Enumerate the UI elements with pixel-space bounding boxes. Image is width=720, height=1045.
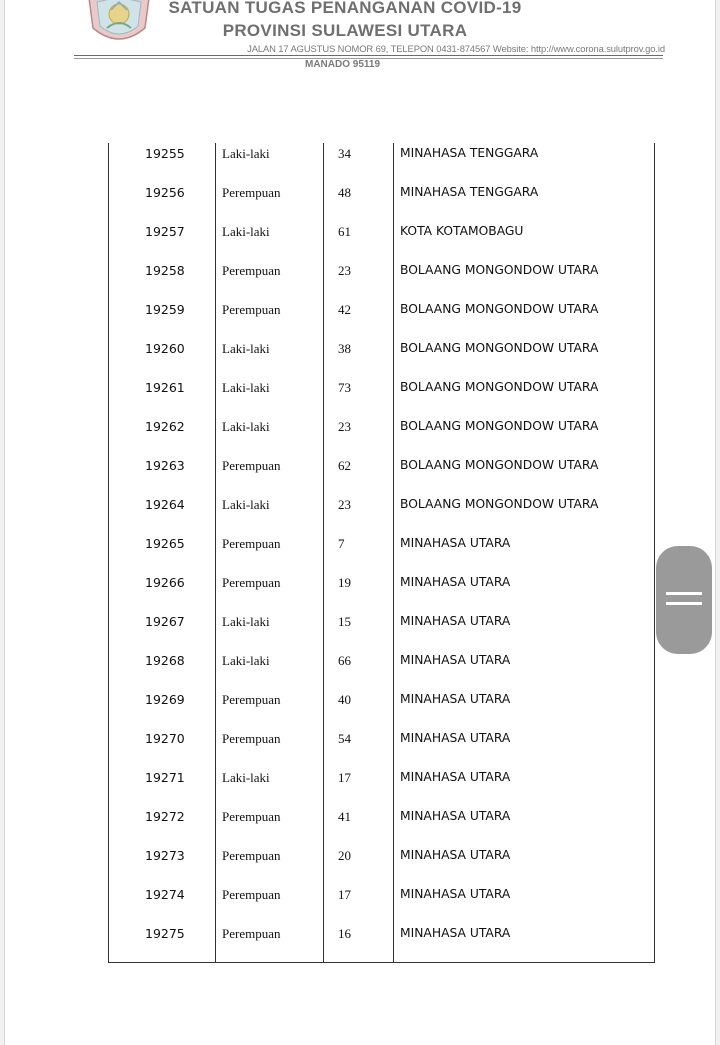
case-region: MINAHASA UTARA bbox=[400, 926, 511, 940]
agency-city: MANADO 95119 bbox=[305, 59, 381, 70]
case-region: KOTA KOTAMOBAGU bbox=[400, 224, 524, 238]
table-row bbox=[108, 299, 655, 338]
table-row bbox=[108, 728, 655, 767]
case-sex: Laki-laki bbox=[222, 614, 270, 629]
case-number: 19275 bbox=[145, 926, 185, 941]
table-row bbox=[108, 455, 655, 494]
drag-handle-icon bbox=[666, 592, 702, 595]
case-age: 41 bbox=[338, 809, 351, 824]
case-number: 19261 bbox=[145, 380, 185, 395]
case-age: 73 bbox=[338, 380, 351, 395]
case-sex: Perempuan bbox=[222, 692, 281, 707]
case-number: 19260 bbox=[145, 341, 185, 356]
case-region: MINAHASA UTARA bbox=[400, 887, 511, 901]
case-region: BOLAANG MONGONDOW UTARA bbox=[400, 341, 599, 355]
case-sex: Laki-laki bbox=[222, 419, 270, 434]
case-age: 7 bbox=[338, 536, 345, 551]
document-page bbox=[4, 0, 716, 1045]
province-title: PROVINSI SULAWESI UTARA bbox=[222, 21, 468, 40]
case-age: 23 bbox=[338, 419, 351, 434]
header-divider bbox=[74, 55, 663, 56]
table-row bbox=[108, 533, 655, 572]
case-region: BOLAANG MONGONDOW UTARA bbox=[400, 380, 599, 394]
case-sex: Perempuan bbox=[222, 809, 281, 824]
case-number: 19268 bbox=[145, 653, 185, 668]
table-row bbox=[108, 611, 655, 650]
case-sex: Perempuan bbox=[222, 458, 281, 473]
case-number: 19264 bbox=[145, 497, 185, 512]
case-region: MINAHASA UTARA bbox=[400, 653, 511, 667]
case-age: 62 bbox=[338, 458, 351, 473]
table-row bbox=[108, 182, 655, 221]
case-age: 15 bbox=[338, 614, 351, 629]
case-number: 19272 bbox=[145, 809, 185, 824]
table-row bbox=[108, 923, 655, 962]
case-region: BOLAANG MONGONDOW UTARA bbox=[400, 458, 599, 472]
case-age: 38 bbox=[338, 341, 351, 356]
case-sex: Perempuan bbox=[222, 302, 281, 317]
case-sex: Laki-laki bbox=[222, 224, 270, 239]
case-sex: Perempuan bbox=[222, 575, 281, 590]
case-number: 19267 bbox=[145, 614, 185, 629]
case-age: 34 bbox=[338, 146, 351, 161]
case-age: 17 bbox=[338, 770, 351, 785]
table-row bbox=[108, 221, 655, 260]
table-row bbox=[108, 143, 655, 182]
case-number: 19266 bbox=[145, 575, 185, 590]
case-sex: Laki-laki bbox=[222, 497, 270, 512]
case-sex: Perempuan bbox=[222, 536, 281, 551]
case-region: MINAHASA TENGGARA bbox=[400, 146, 539, 160]
case-age: 42 bbox=[338, 302, 351, 317]
table-row bbox=[108, 338, 655, 377]
case-number: 19270 bbox=[145, 731, 185, 746]
case-sex: Perempuan bbox=[222, 731, 281, 746]
table-row bbox=[108, 416, 655, 455]
case-region: MINAHASA UTARA bbox=[400, 536, 511, 550]
case-number: 19265 bbox=[145, 536, 185, 551]
case-sex: Laki-laki bbox=[222, 341, 270, 356]
table-body bbox=[108, 143, 655, 962]
case-age: 48 bbox=[338, 185, 351, 200]
case-number: 19255 bbox=[145, 146, 185, 161]
case-age: 17 bbox=[338, 887, 351, 902]
case-region: MINAHASA UTARA bbox=[400, 848, 511, 862]
case-age: 19 bbox=[338, 575, 351, 590]
case-region: BOLAANG MONGONDOW UTARA bbox=[400, 302, 599, 316]
case-sex: Laki-laki bbox=[222, 380, 270, 395]
case-number: 19263 bbox=[145, 458, 185, 473]
case-number: 19259 bbox=[145, 302, 185, 317]
case-region: BOLAANG MONGONDOW UTARA bbox=[400, 263, 599, 277]
case-number: 19258 bbox=[145, 263, 185, 278]
case-region: MINAHASA UTARA bbox=[400, 575, 511, 589]
table-row bbox=[108, 572, 655, 611]
case-number: 19274 bbox=[145, 887, 185, 902]
case-sex: Perempuan bbox=[222, 926, 281, 941]
case-age: 40 bbox=[338, 692, 351, 707]
case-region: MINAHASA TENGGARA bbox=[400, 185, 539, 199]
table-border-bottom bbox=[108, 962, 655, 963]
case-region: BOLAANG MONGONDOW UTARA bbox=[400, 419, 599, 433]
case-region: MINAHASA UTARA bbox=[400, 692, 511, 706]
case-age: 23 bbox=[338, 497, 351, 512]
case-sex: Laki-laki bbox=[222, 770, 270, 785]
case-age: 20 bbox=[338, 848, 351, 863]
case-number: 19273 bbox=[145, 848, 185, 863]
case-region: MINAHASA UTARA bbox=[400, 770, 511, 784]
case-age: 23 bbox=[338, 263, 351, 278]
table-row bbox=[108, 260, 655, 299]
case-number: 19257 bbox=[145, 224, 185, 239]
scroll-handle[interactable] bbox=[656, 546, 712, 654]
case-age: 66 bbox=[338, 653, 351, 668]
drag-handle-icon bbox=[666, 602, 702, 605]
case-age: 61 bbox=[338, 224, 351, 239]
table-row bbox=[108, 377, 655, 416]
case-region: BOLAANG MONGONDOW UTARA bbox=[400, 497, 599, 511]
case-number: 19262 bbox=[145, 419, 185, 434]
case-sex: Laki-laki bbox=[222, 146, 270, 161]
case-sex: Perempuan bbox=[222, 263, 281, 278]
case-number: 19256 bbox=[145, 185, 185, 200]
table-row bbox=[108, 806, 655, 845]
case-age: 54 bbox=[338, 731, 351, 746]
case-sex: Perempuan bbox=[222, 185, 281, 200]
case-region: MINAHASA UTARA bbox=[400, 731, 511, 745]
table-row bbox=[108, 845, 655, 884]
case-table bbox=[108, 143, 655, 962]
table-row bbox=[108, 884, 655, 923]
table-row bbox=[108, 494, 655, 533]
case-age: 16 bbox=[338, 926, 351, 941]
case-sex: Perempuan bbox=[222, 848, 281, 863]
table-row bbox=[108, 689, 655, 728]
provincial-emblem-icon bbox=[85, 0, 153, 48]
table-row bbox=[108, 767, 655, 806]
table-row bbox=[108, 650, 655, 689]
case-sex: Perempuan bbox=[222, 887, 281, 902]
case-number: 19271 bbox=[145, 770, 185, 785]
agency-address: JALAN 17 AGUSTUS NOMOR 69, TELEPON 0431-874567 Website: http://www.corona.sulutprov.go.id bbox=[247, 43, 665, 54]
agency-title: SATUAN TUGAS PENANGANAN COVID-19 bbox=[168, 0, 522, 17]
case-sex: Laki-laki bbox=[222, 653, 270, 668]
case-region: MINAHASA UTARA bbox=[400, 809, 511, 823]
case-number: 19269 bbox=[145, 692, 185, 707]
case-region: MINAHASA UTARA bbox=[400, 614, 511, 628]
